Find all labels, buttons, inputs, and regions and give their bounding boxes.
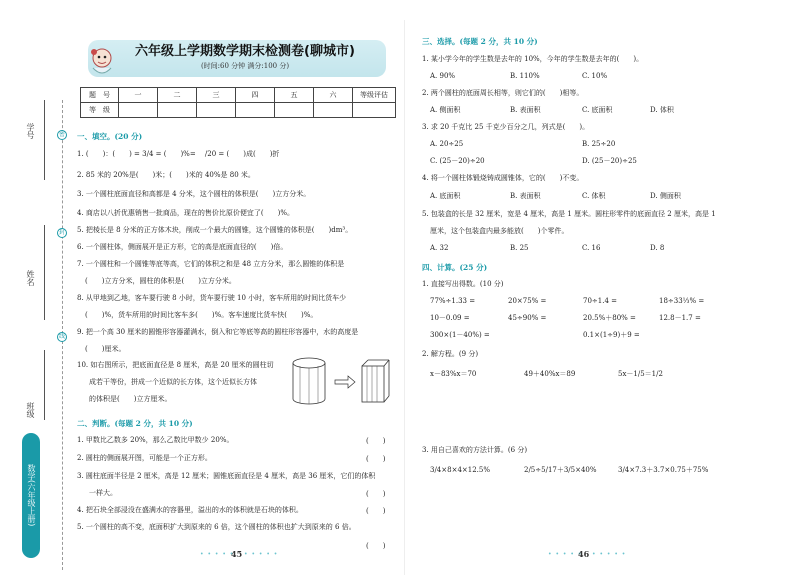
question-judge-3b: 一样大。: [89, 489, 117, 497]
side-field-xuehao: 学号: [26, 123, 35, 139]
page-subtitle: (时间:60 分钟 满分:100 分): [200, 62, 290, 70]
choice-option[interactable]: D. 体积: [650, 106, 674, 114]
question-judge-1: 1. 甲数比乙数多 20%，那么乙数比甲数少 20%。: [77, 436, 234, 444]
score-cell[interactable]: [275, 103, 314, 118]
simplify-item: 3/4×8×4×12.5%: [430, 466, 491, 474]
section-true-false: 二、判断。(每题 2 分，共 10 分): [77, 419, 193, 428]
side-underline-1: [44, 100, 45, 180]
side-field-class: 班级: [26, 402, 35, 418]
page-title: 六年级上学期数学期末检测卷(聊城市): [135, 44, 355, 59]
calc-item: 77%÷1.33 =: [430, 297, 476, 305]
score-table-grade-row: [81, 103, 396, 118]
choice-option[interactable]: A. 90%: [430, 72, 456, 80]
choice-option[interactable]: A. 20÷25: [430, 140, 464, 148]
section-calculation: 四、计算。(25 分): [422, 263, 488, 272]
score-header-cell: 二: [158, 88, 197, 103]
calc-item: 0.1×(1÷9)＋9 =: [583, 331, 640, 339]
score-cell[interactable]: [197, 103, 236, 118]
question-fill-6: 6. 一个圆柱体，侧面展开是正方形，它的高是底面直径的( )倍。: [77, 243, 288, 251]
answer-paren[interactable]: ( ): [366, 507, 386, 515]
seal-circle-xian: 线: [58, 333, 65, 340]
simplify-item: 2/5÷5/17＋3/5×40%: [524, 466, 597, 474]
answer-paren[interactable]: ( ): [366, 490, 386, 498]
question-calc-3: 3. 用自己喜欢的方法计算。(6 分): [422, 446, 528, 454]
score-header-cell: 等级评估: [353, 88, 396, 103]
question-fill-2: 2. 85 米的 20%是( )米；( )米的 40%是 80 米。: [77, 171, 255, 179]
equation-item: 5x－1/5＝1/2: [618, 370, 663, 378]
question-calc-2: 2. 解方程。(9 分): [422, 350, 479, 358]
question-fill-3: 3. 一个圆柱底面直径和高都是 4 分米，这个圆柱的体积是( )立方分米。: [77, 190, 311, 198]
score-header-cell: 一: [119, 88, 158, 103]
cylinder-to-cuboid-figure: [290, 356, 390, 406]
calc-item: 10－0.09 =: [430, 314, 470, 322]
section-choice: 三、选择。(每题 2 分，共 10 分): [422, 37, 538, 46]
page-dots-right-2: • • • • •: [592, 551, 627, 558]
score-table: [80, 87, 396, 118]
score-header-cell: 题 号: [81, 88, 119, 103]
page-dots-right: • • • • •: [548, 551, 583, 558]
score-cell[interactable]: [314, 103, 353, 118]
choice-option[interactable]: C. 底面积: [582, 106, 613, 114]
choice-option[interactable]: B. 表面积: [510, 106, 541, 114]
question-fill-10a: 10. 如右图所示，把底面直径是 8 厘米，高是 20 厘米的圆柱切: [77, 361, 274, 369]
question-fill-8b: ( )%，货车所用的时间比客车多( )%。客车速度比货车快( )%。: [85, 311, 318, 319]
question-judge-2: 2. 圆柱的侧面展开图，可能是一个正方形。: [77, 454, 212, 462]
score-header-cell: 三: [197, 88, 236, 103]
equation-item: 49＋40%x＝89: [524, 370, 576, 378]
question-calc-1: 1. 直接写出得数。(10 分): [422, 280, 504, 288]
choice-option[interactable]: C. 10%: [582, 72, 608, 80]
answer-paren[interactable]: ( ): [366, 455, 386, 463]
answer-paren[interactable]: ( ): [366, 542, 386, 550]
score-header-cell: 五: [275, 88, 314, 103]
side-underline-3: [44, 350, 45, 420]
side-field-name: 姓名: [26, 270, 35, 286]
question-fill-9b: ( )厘米。: [85, 345, 126, 353]
score-cell[interactable]: [353, 103, 396, 118]
question-fill-4: 4. 商店以八折优惠销售一批商品，现在的售价比原价便宜了( )%。: [77, 209, 295, 217]
calc-item: 20.5%＋80% =: [583, 314, 636, 322]
question-judge-5: 5. 一个圆柱的高不变，底面积扩大到原来的 6 倍，这个圆柱的体积也扩大到原来的 6 倍。: [77, 523, 356, 531]
choice-option[interactable]: D. 侧面积: [650, 192, 681, 200]
choice-option[interactable]: C. (25－20)÷20: [430, 157, 485, 165]
question-fill-8a: 8. 从甲地到乙地，客车要行驶 8 小时，货车要行驶 10 小时，客车所用的时间比货车少: [77, 294, 347, 302]
question-fill-7a: 7. 一个圆柱和一个圆锥等底等高，它们的体积之和是 48 立方分米，那么圆锥的体积是: [77, 260, 345, 268]
question-fill-9a: 9. 把一个高 30 厘米的圆锥形容器灌满水，倒入和它等底等高的圆柱形容器中，水的高度是: [77, 328, 359, 336]
seal-circle-feng: 封: [58, 229, 65, 236]
question-judge-3a: 3. 圆柱底面半径是 2 厘米，高是 12 厘米；圆锥底面直径是 4 厘米，高是 36 厘米，它们的体积: [77, 472, 376, 480]
choice-option[interactable]: D. 8: [650, 244, 665, 252]
score-cell[interactable]: [236, 103, 275, 118]
question-choice-4: 4. 将一个圆柱体锻烧铸成圆锥体，它的( )不变。: [422, 174, 584, 182]
score-grade-label: 等 级: [81, 103, 119, 118]
section-fill-in: 一、填空。(20 分): [77, 132, 143, 141]
choice-option[interactable]: C. 16: [582, 244, 601, 252]
side-underline-2: [44, 225, 45, 320]
question-choice-5a: 5. 包装盒的长是 32 厘米，宽是 4 厘米，高是 1 厘米。圆柱形零件的底面直径 2 厘米，高是 1: [422, 210, 716, 218]
page-dots-left-2: • • • • •: [244, 551, 279, 558]
choice-option[interactable]: A. 侧面积: [430, 106, 461, 114]
seal-circle-mi: 密: [58, 131, 65, 138]
question-judge-4: 4. 把石块全部浸没在盛满水的容器里，溢出的水的体积就是石块的体积。: [77, 506, 303, 514]
question-fill-1: 1. ( )：( ) = 3/4 = ( )%= /20 = ( )成( )折: [77, 150, 280, 158]
calc-item: 12.8－1.7 =: [659, 314, 701, 322]
score-table-header-row: [81, 88, 396, 103]
question-fill-10c: 的体积是( )立方厘米。: [89, 395, 172, 403]
score-header-cell: 六: [314, 88, 353, 103]
calc-item: 18÷33⅓% =: [659, 297, 705, 305]
question-fill-5: 5. 把棱长是 8 分米的正方体木块，削成一个最大的圆锥，这个圆锥的体积是( )dm³。: [77, 226, 353, 234]
question-choice-5b: 厘米，这个包装盒内最多能放( )个零件。: [430, 227, 569, 235]
calc-item: 300×(1－40%) =: [430, 331, 490, 339]
choice-option[interactable]: B. 25: [510, 244, 529, 252]
score-cell[interactable]: [158, 103, 197, 118]
score-cell[interactable]: [119, 103, 158, 118]
calc-item: 45÷90% =: [508, 314, 547, 322]
score-header-cell: 四: [236, 88, 275, 103]
page-number-left: 45: [231, 549, 243, 559]
choice-option[interactable]: A. 32: [430, 244, 449, 252]
question-choice-3: 3. 求 20 千克比 25 千克少百分之几，列式是( )。: [422, 123, 590, 131]
answer-paren[interactable]: ( ): [366, 437, 386, 445]
page-dots-left: • • • • •: [200, 551, 235, 558]
calc-item: 20×75% =: [508, 297, 547, 305]
question-choice-1: 1. 某小学今年的学生数是去年的 10%，今年的学生数是去年的( )。: [422, 55, 644, 63]
page-divider: [404, 20, 405, 575]
choice-option[interactable]: B. 110%: [510, 72, 540, 80]
choice-option[interactable]: B. 表面积: [510, 192, 541, 200]
calc-item: 70÷1.4 =: [583, 297, 617, 305]
question-fill-10b: 成若干等份，拼成一个近似的长方体，这个近似长方体: [89, 378, 257, 386]
choice-option[interactable]: B. 25÷20: [582, 140, 616, 148]
equation-item: x－83%x＝70: [430, 370, 477, 378]
choice-option[interactable]: A. 底面积: [430, 192, 461, 200]
simplify-item: 3/4×7.3＋3.7×0.75＋75%: [618, 466, 709, 474]
brand-tab: 数学(六年级上册): [22, 433, 40, 558]
choice-option[interactable]: C. 体积: [582, 192, 606, 200]
choice-option[interactable]: D. (25－20)÷25: [582, 157, 637, 165]
page-number-right: 46: [578, 549, 590, 559]
question-choice-2: 2. 两个圆柱的底面周长相等，则它们的( )相等。: [422, 89, 584, 97]
question-fill-7b: ( )立方分米，圆柱的体积是( )立方分米。: [85, 277, 236, 285]
